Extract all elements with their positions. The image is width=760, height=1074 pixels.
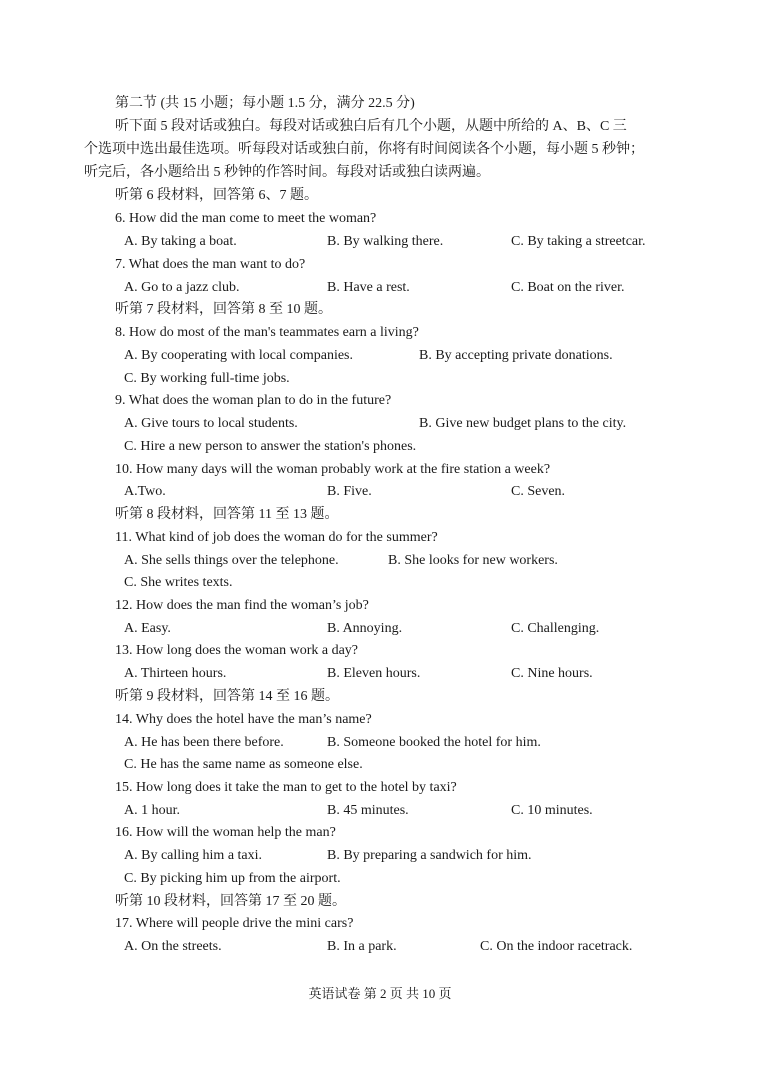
question-16-option-c: C. By picking him up from the airport.: [124, 871, 341, 886]
question-15-option-a: A. 1 hour.: [124, 803, 180, 818]
question-8-option-c: C. By working full-time jobs.: [124, 371, 290, 386]
question-stem-13: 13. How long does the woman work a day?: [115, 643, 359, 658]
question-7-option-c: C. Boat on the river.: [511, 280, 625, 295]
page-footer: 英语试卷 第 2 页 共 10 页: [308, 986, 452, 1001]
question-9-option-b: B. Give new budget plans to the city.: [419, 416, 627, 431]
question-10-option-a: A.Two.: [124, 484, 166, 499]
question-16-option-b: B. By preparing a sandwich for him.: [327, 848, 532, 863]
question-13-option-c: C. Nine hours.: [511, 666, 593, 681]
question-11-option-a: A. She sells things over the telephone.: [124, 553, 339, 568]
question-stem-15: 15. How long does it take the man to get to the hotel by taxi?: [115, 780, 457, 795]
question-stem-12: 12. How does the man find the woman’s job?: [115, 598, 369, 613]
question-7-option-a: A. Go to a jazz club.: [124, 280, 240, 295]
question-stem-6: 6. How did the man come to meet the woman?: [115, 211, 377, 226]
question-16-option-a: A. By calling him a taxi.: [124, 848, 263, 863]
question-12-option-b: B. Annoying.: [327, 621, 403, 636]
section-title: 第二节 (共 15 小题；每小题 1.5 分，满分 22.5 分): [115, 96, 415, 111]
question-14-option-a: A. He has been there before.: [124, 735, 284, 750]
question-17-option-b: B. In a park.: [327, 939, 397, 954]
question-8-option-b: B. By accepting private donations.: [419, 348, 613, 363]
material-prompt-9: 听第 9 段材料，回答第 14 至 16 题。: [115, 689, 339, 704]
instruction-line-2: 个选项中选出最佳选项。听每段对话或独白前，你将有时间阅读各个小题，每小题 5 秒钟；: [84, 142, 644, 157]
question-10-option-b: B. Five.: [327, 484, 372, 499]
material-prompt-6: 听第 6 段材料，回答第 6、7 题。: [115, 188, 318, 203]
question-9-option-c: C. Hire a new person to answer the station's phones.: [124, 439, 417, 454]
material-prompt-10: 听第 10 段材料，回答第 17 至 20 题。: [115, 894, 346, 909]
question-stem-10: 10. How many days will the woman probably work at the fire station a week?: [115, 462, 551, 477]
question-stem-8: 8. How do most of the man's teammates earn a living?: [115, 325, 419, 340]
instruction-line-3: 听完后，各小题给出 5 秒钟的作答时间。每段对话或独白读两遍。: [84, 165, 490, 180]
question-6-option-a: A. By taking a boat.: [124, 234, 237, 249]
question-15-option-c: C. 10 minutes.: [511, 803, 593, 818]
question-stem-16: 16. How will the woman help the man?: [115, 825, 336, 840]
question-12-option-c: C. Challenging.: [511, 621, 600, 636]
instruction-line-1: 听下面 5 段对话或独白。每段对话或独白后有几个小题，从题中所给的 A、B、C 三: [115, 119, 627, 134]
question-11-option-c: C. She writes texts.: [124, 575, 233, 590]
question-7-option-b: B. Have a rest.: [327, 280, 410, 295]
material-prompt-7: 听第 7 段材料，回答第 8 至 10 题。: [115, 302, 332, 317]
question-stem-11: 11. What kind of job does the woman do for the summer?: [115, 530, 438, 545]
question-stem-17: 17. Where will people drive the mini cars?: [115, 916, 354, 931]
question-17-option-c: C. On the indoor racetrack.: [480, 939, 633, 954]
question-14-option-c: C. He has the same name as someone else.: [124, 757, 363, 772]
question-stem-7: 7. What does the man want to do?: [115, 257, 306, 272]
question-6-option-c: C. By taking a streetcar.: [511, 234, 646, 249]
question-8-option-a: A. By cooperating with local companies.: [124, 348, 353, 363]
question-9-option-a: A. Give tours to local students.: [124, 416, 298, 431]
question-6-option-b: B. By walking there.: [327, 234, 444, 249]
question-14-option-b: B. Someone booked the hotel for him.: [327, 735, 541, 750]
material-prompt-8: 听第 8 段材料，回答第 11 至 13 题。: [115, 507, 339, 522]
question-15-option-b: B. 45 minutes.: [327, 803, 409, 818]
question-13-option-a: A. Thirteen hours.: [124, 666, 227, 681]
question-stem-9: 9. What does the woman plan to do in the future?: [115, 393, 392, 408]
question-13-option-b: B. Eleven hours.: [327, 666, 421, 681]
question-17-option-a: A. On the streets.: [124, 939, 222, 954]
question-12-option-a: A. Easy.: [124, 621, 171, 636]
question-stem-14: 14. Why does the hotel have the man’s name?: [115, 712, 372, 727]
question-10-option-c: C. Seven.: [511, 484, 566, 499]
question-11-option-b: B. She looks for new workers.: [388, 553, 558, 568]
